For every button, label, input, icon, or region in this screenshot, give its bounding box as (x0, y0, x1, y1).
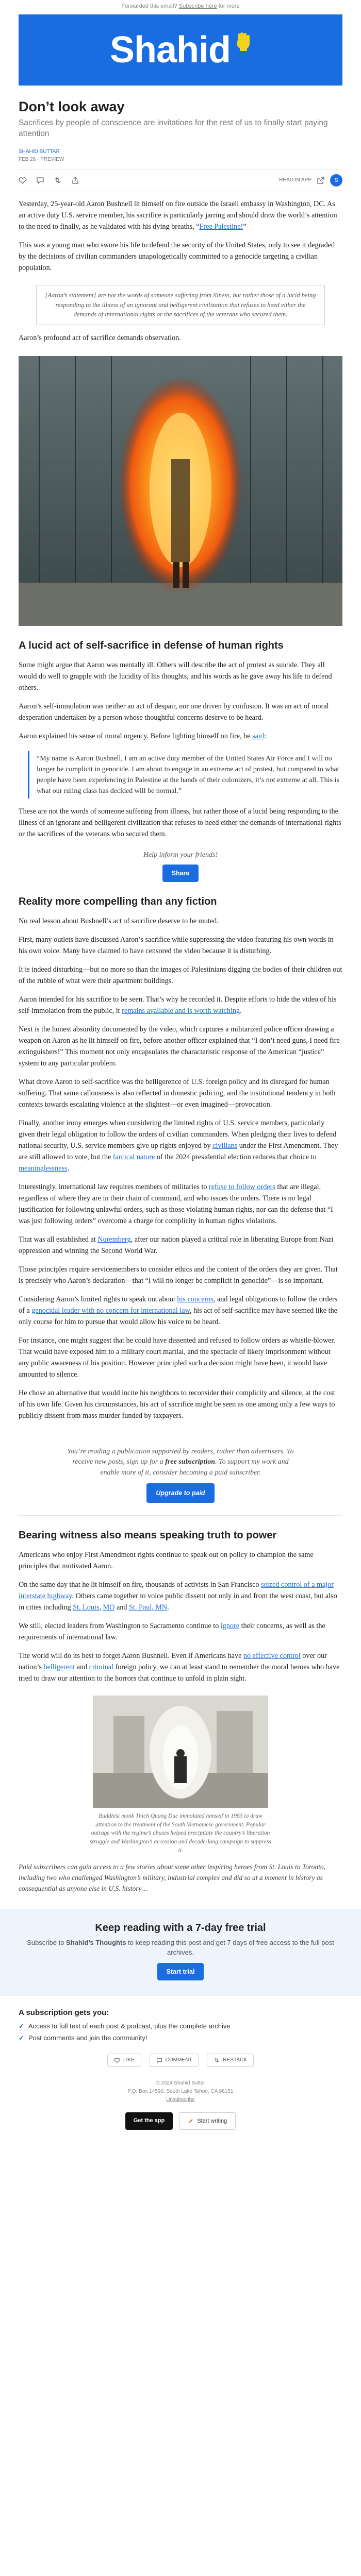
restack-label: RESTACK (223, 2057, 247, 2063)
text-span: , (99, 1603, 103, 1612)
paragraph: This was a young man who swore his life to defend the security of the United States, only to see it degraded by the decisions of civilian commanders unapologetically committed to a genocide targeting a civilian population. (19, 241, 335, 272)
paragraph: Aaron’s profound act of sacrifice demands observation. (19, 334, 181, 343)
free-palestine-link[interactable]: Free Palestine! (199, 222, 243, 231)
text-span: that are illegal, regardless of where they are in their chain of command, and who issues the orders. There is no legal justification for following unlawful orders, such as those violating human rights, nor can the defense that “I was just following orders” overcome a charge for complicity in human rights violations. (19, 1183, 333, 1226)
genocidal-leader-link[interactable]: genocidal leader with no concern for international law (31, 1307, 190, 1315)
paragraph: What drove Aaron to self-sacrifice was the belligerence of U.S. foreign policy and its disregard for human suffering. That same callousness is also reflected in domestic policing, and the institutional tendency in both contexts towards escalating violence at the slightest—or even imagined—provocation. (19, 1078, 336, 1109)
protest-photo-image (19, 356, 342, 626)
trial-title: Keep reading with a 7-day free trial (95, 1922, 266, 1934)
paid-teaser: Paid subscribers can gain access to a few stories about some other inspiring heroes from St. Louis to Toronto, including two who challenged Washington’s military, industrial complex and did so at a moment in history as consequential as anyone else in U.S. history… (19, 1863, 326, 1893)
read-in-app-link[interactable]: READ IN APP (279, 177, 311, 183)
text-span: , and legal obligations to follow the orders of a (19, 1295, 338, 1315)
nuremberg-link[interactable]: Nuremberg (97, 1235, 131, 1244)
ignore-link[interactable]: ignore (220, 1622, 240, 1631)
paragraph (19, 1650, 342, 1684)
fist-icon (234, 31, 251, 52)
paragraph (19, 198, 342, 232)
block-quote: “My name is Aaron Bushnell, I am an active duty member of the United States Air Force and I will no longer be complicit in genocide. I am about to engage in an extreme act of protest, but compared to what people have been experiencing in Palestine at the hands of their colonizers, it’s not extreme at all. This is what our ruling class has decided will be normal.” (28, 751, 342, 799)
farcical-nature-link[interactable]: farcical nature (112, 1153, 155, 1162)
section-heading-lucid: A lucid act of self-sacrifice in defense of human rights (19, 640, 284, 652)
paragraph (19, 1579, 342, 1613)
paragraph: Those principles require servicemembers to consider ethics and the content of the orders they are given. That is precisely who Aaron’s declaration—that “I will no longer be complicit in genocide”—is so important. (19, 1265, 338, 1285)
text-span: That was all established at (19, 1235, 98, 1244)
pull-quote-box: [Aaron’s statement] are not the words of someone suffering from illness, but rather those of a lucid being responding to the illness of an ignorant and belligerent civilization that refuses to heed either the demands of international rights or the sacrifices of the veterans who secured them. (36, 285, 325, 325)
his-concerns-link[interactable]: his concerns (177, 1295, 214, 1304)
text-span: , after our nation played a critical role in liberating Europe from Nazi oppression and winning the Second World War. (19, 1235, 334, 1256)
restack-button[interactable] (207, 2054, 254, 2067)
comment-icon (156, 2057, 162, 2063)
byline (19, 148, 342, 163)
check-icon: ✓ (19, 2033, 24, 2042)
free-trial-section (0, 1909, 361, 1996)
text-span: . (67, 1164, 70, 1173)
section-heading-reality: Reality more compelling than any fiction (19, 896, 217, 908)
post-content (0, 99, 361, 1894)
belligerent-link[interactable]: belligerent (43, 1663, 75, 1672)
text-span: of the 2024 presidential election reduces that choice to (155, 1153, 317, 1162)
like-label: LIKE (123, 2057, 135, 2063)
paragraph (19, 1620, 342, 1643)
text-span: foreign policy, we can at least stand to remember the moral heroes who have tried to draw our attention to the horrors that continue to unfold in plain sight. (19, 1663, 340, 1683)
text-span: . To support my work and enable more of it, consider becoming a paid subscriber. (100, 1458, 289, 1477)
brand-logo (110, 29, 251, 71)
text-span: . (240, 1007, 242, 1015)
comment-label: COMMENT (165, 2057, 192, 2063)
external-link-icon[interactable] (317, 176, 325, 184)
text-span: over our nation’s (19, 1652, 327, 1672)
post-action-bar (19, 170, 342, 191)
post-title: Don’t look away (19, 99, 125, 114)
pen-icon (188, 2118, 194, 2124)
text-span: Subscribe to (27, 1939, 67, 1947)
st-louis-link[interactable]: St. Louis (73, 1603, 100, 1612)
comment-icon[interactable] (36, 176, 44, 184)
paragraph: These are not the words of someone suffering from illness, but rather those of a lucid being responding to the illness of an ignorant and belligerent civilization that refuses to heed either the demands of international rights or the sacrifices of the veterans who secured them. (19, 807, 341, 839)
paragraph (19, 1181, 342, 1227)
share-icon[interactable] (71, 176, 79, 184)
paragraph: Aaron’s self-immolation was neither an act of despair, nor one driven by confusion. It was an act of moral desperation undertaken by a person whose thoughtful concerns deserve to be heard. (19, 702, 329, 722)
paragraph: Next is the honest absurdity documented by the video, which captures a militarized police officer drawing a weapon on Aaron as he lit himself on fire, before another officer explained that “I don’t need guns, I need fire extinguishers!” This moment not only encapsulates the characteristic response of the American “justice” system to any particular problem. (19, 1025, 340, 1068)
trial-text (19, 1938, 342, 1958)
benefit-text: Access to full text of each post & podcast, plus the complete archive (28, 2022, 231, 2030)
text-span: : (264, 732, 266, 741)
free-subscription-text: free subscription (165, 1458, 216, 1466)
forward-more-text: for more (218, 3, 240, 9)
unsubscribe-link[interactable]: Unsubscribe (166, 2096, 195, 2103)
subscription-benefits (0, 2008, 361, 2139)
text-span: The world will do its best to forget Aaron Bushnell. Even if Americans have (19, 1652, 243, 1660)
paragraph: Some might argue that Aaron was mentally ill. Others will describe the act of protest as suicide. They all would do well to grapple with the lucidity of his thoughts, and his words as he gave away his life to defend others. (19, 661, 332, 692)
text-span: and (75, 1663, 89, 1672)
text-span: . (167, 1603, 169, 1612)
civilians-link[interactable]: civilians (212, 1142, 238, 1150)
brand-banner[interactable] (19, 14, 342, 86)
start-writing-button[interactable] (179, 2112, 236, 2130)
upgrade-to-paid-button[interactable]: Upgrade to paid (146, 1483, 214, 1503)
action-icons (19, 176, 79, 184)
said-link[interactable]: said (252, 732, 264, 741)
mo-link[interactable]: MO (103, 1603, 115, 1612)
author-name[interactable]: SHAHID BUTTAR (19, 148, 60, 155)
text-span: to keep reading this post and get 7 days of free access to the full post archives. (126, 1939, 334, 1957)
text-span: Aaron explained his sense of moral urgency. Before lighting himself on fire, he (19, 732, 253, 741)
paragraph: No real lesson about Bushnell’s act of sacrifice deserve to be muted. (19, 917, 219, 926)
author-avatar[interactable]: S (330, 174, 342, 187)
subscription-title: A subscription gets you: (19, 2008, 109, 2017)
share-section (19, 851, 342, 882)
monk-photo[interactable] (93, 1696, 268, 1808)
highway-link[interactable]: seized control of a major interstate highway (19, 1581, 334, 1601)
heart-icon (114, 2057, 120, 2063)
protest-photo[interactable] (19, 356, 342, 626)
restack-icon (214, 2057, 220, 2063)
paragraph: For instance, one might suggest that he could have dissented and refused to follow orders as whistle-blower. That would have exposed him to a military court martial, and the spectacle of likely imprisonment without any public awareness of his position. However principled such a decision might have been, it would have amounted to silence. (19, 1336, 335, 1379)
restack-icon[interactable] (54, 176, 62, 184)
paragraph (19, 1294, 342, 1328)
monk-photo-image (93, 1696, 268, 1808)
benefit-item (19, 2022, 342, 2030)
no-control-link[interactable]: no effective control (243, 1652, 301, 1660)
section-heading-witness: Bearing witness also means speaking truth to power (19, 1530, 277, 1541)
subscribe-prompt (65, 1447, 296, 1503)
criminal-link[interactable]: criminal (89, 1663, 114, 1672)
st-paul-link[interactable]: St. Paul, MN (129, 1603, 168, 1612)
text-span: Finally, another irony emerges when considering the limited rights of U.S. service members, particularly given their legal obligation to follow the orders of civilian commanders. When pledging their lives to defend national security, U.S. service members give up rights enjoyed by (19, 1119, 337, 1150)
text-span: their concerns, as well as the requirements of international law. (19, 1622, 325, 1642)
refuse-orders-link[interactable]: refuse to follow orders (209, 1183, 275, 1192)
footer-action-bar (19, 2054, 342, 2067)
text-span: Interestingly, international law requires members of militaries to (19, 1183, 209, 1192)
paragraph: He chose an alternative that would incite his neighbors to reconsider their complicity and silence, at the cost of his own life. Given his circumstances, his act of sacrifice might be seen as one among only a few ways to publicly dissent from mass murder funded by taxpayers. (19, 1389, 335, 1420)
benefit-item (19, 2034, 342, 2042)
text-span: ” (243, 222, 247, 231)
text-span: . Others came together to voice public dissent not only in and from the west coast, but also in cities including (19, 1592, 337, 1612)
paragraph (19, 1117, 342, 1174)
read-in-app-group (279, 174, 342, 187)
post-date: FEB 26 · PREVIEW (19, 156, 64, 162)
copyright: © 2024 Shahid Buttar (156, 2080, 205, 2086)
subscribe-link[interactable]: Subscribe here (178, 3, 217, 9)
benefit-list (19, 2022, 342, 2042)
text-span: and (114, 1603, 129, 1612)
forward-note (0, 0, 361, 14)
forward-text: Forwarded this email? (121, 3, 177, 9)
start-writing-label: Start writing (197, 2117, 227, 2124)
paragraph: First, many outlets have discussed Aaron’s sacrifice while suppressing the video featuring his own words in his own voice. Many have claimed to have censored the video because it is disturbing. (19, 936, 334, 956)
like-button[interactable] (107, 2054, 141, 2067)
email-footer (19, 2079, 342, 2104)
text-span: under the First Amendment. They are still allowed to vote, but the (19, 1142, 338, 1162)
mailing-address: P.O. Box 14590, South Lake Tahoe, CA 96151 (127, 2088, 234, 2094)
brand-name: Shahid (109, 29, 231, 71)
text-span: On the same day that he lit himself on fire, thousands of activists in San Francisco (19, 1581, 261, 1589)
divider (19, 1515, 342, 1516)
trial-brand: Shahid’s Thoughts (66, 1939, 126, 1947)
meaninglessness-link[interactable]: meaninglessness (19, 1164, 68, 1173)
video-link[interactable]: remains available and is worth watching (122, 1007, 240, 1015)
text-span: Yesterday, 25-year-old Aaron Bushnell lit himself on fire outside the Israeli embassy in Washington, DC. As an active duty U.S. service member, his sacrifice is particularly jarring and should draw the world’s attention to the need to finally, as he validated with his dying breaths, “ (19, 199, 337, 231)
share-cta-text: Help inform your friends! (143, 851, 218, 859)
paragraph (19, 731, 342, 742)
comment-button[interactable] (150, 2054, 199, 2067)
paragraph: It is indeed disturbing—but no more so than the images of Palestinians digging the bodies of their children out of the rubble of what were their apartment buildings. (19, 965, 342, 986)
text-span: Aaron intended for his sacrifice to be seen. That’s why he recorded it. Despite efforts to hide the video of his self-immolation from the public, it (19, 995, 337, 1015)
paragraph (19, 994, 342, 1016)
check-icon: ✓ (19, 2022, 24, 2030)
start-trial-button[interactable]: Start trial (157, 1963, 204, 1980)
text-span: You’re reading a publication supported by readers, rather than advertisers. To receive new posts, sign up for a (67, 1448, 294, 1466)
heart-icon[interactable] (19, 176, 27, 184)
paragraph: Americans who enjoy First Amendment rights continue to speak out on policy to champion the same principles that motivated Aaron. (19, 1551, 314, 1571)
get-app-button[interactable]: Get the app (125, 2112, 173, 2130)
text-span: We still, elected leaders from Washington to Sacramento continue to (19, 1622, 221, 1631)
monk-photo-caption: Buddhist monk Thich Quang Duc immolated himself in 1963 to draw attention to the treatment of the South Vietnamese government. Popular outrage with the regime’s abuses helped precipitate the country’s liberation struggle and Washington’s accession and decade-long campaign to suppress it. (90, 1813, 271, 1854)
paragraph (19, 1234, 342, 1257)
post-subtitle: Sacrifices by people of conscience are invitations for the rest of us to finally start paying attention (19, 118, 328, 138)
text-span: Considering Aaron’s limited rights to speak out about (19, 1295, 177, 1304)
app-buttons (19, 2112, 342, 2139)
share-button[interactable]: Share (162, 865, 199, 882)
text-span: , his act of self-sacrifice may have seemed like the only course for him to pursue that would allow his voice to be heard. (19, 1307, 337, 1327)
benefit-text: Post comments and join the community! (28, 2034, 147, 2042)
